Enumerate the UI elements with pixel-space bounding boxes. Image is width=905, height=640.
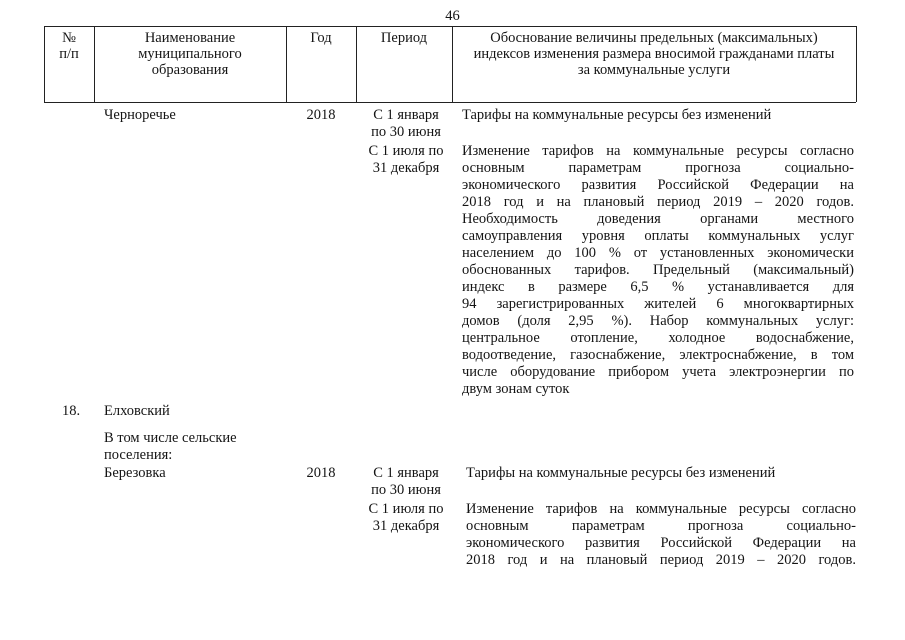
header-period: Период (380, 30, 428, 46)
row-name-berezovka: Березовка (104, 465, 166, 481)
row-basis2-berezovka: Изменение тарифов на коммунальные ресурсы согласно основным параметрам прогноза социально- экономического развития Российской Федерации на 2018 год и на плановый период 2019 – 2020 годов. (466, 501, 856, 568)
row-basis1-chernorechye: Тарифы на коммунальные ресурсы без изменений (462, 107, 772, 123)
row-basis1-berezovka: Тарифы на коммунальные ресурсы без изменений (466, 465, 776, 481)
row-name-chernorechye: Черноречье (104, 107, 176, 123)
row-period1-chernorechye: С 1 января по 30 июня (371, 107, 441, 140)
header-year: Год (310, 30, 332, 46)
row-period2-berezovka: С 1 июля по 31 декабря (368, 501, 444, 534)
row-period2-chernorechye: С 1 июля по 31 декабря (368, 143, 444, 176)
row-name-elkhovsky: Елховский (104, 403, 170, 419)
row-basis2-chernorechye: Изменение тарифов на коммунальные ресурсы согласно основным параметрам прогноза социально- экономического развития Российской Федерации на 2018 год и на плановый период 2019 – 2020 годов. Необходимость доведения органами местного самоуправления уровня оплаты коммунальных услуг населением до 100 % от установленных экономически обоснованных тарифов. Предельный (максимальный) индекс в размере 6,5 % устанавливается для 94 зарегистрированных жителей 6 многоквартирных домов (доля 2,95 %). Набор коммунальных услуг: центральное отопление, холодное водоснабжение, водоотведение, газоснабжение, электроснабжение, в том числе оборудование прибором учета электроэнергии по двум зонам суток (462, 143, 854, 397)
row-period1-berezovka: С 1 января по 30 июня (371, 465, 441, 498)
row-year-berezovka: 2018 (306, 465, 336, 481)
row-year-chernorechye: 2018 (306, 107, 336, 123)
table-border (856, 26, 857, 102)
page-number: 46 (445, 8, 460, 24)
header-name: Наименование муниципального образования (138, 30, 242, 78)
rural-settlements-note: В том числе сельские поселения: (104, 430, 237, 463)
header-num: № п/п (59, 30, 79, 62)
header-basis: Обоснование величины предельных (максимальных) индексов изменения размера вносимой гражданами платы за коммунальные услуги (473, 30, 835, 78)
row-num-elkhovsky: 18. (62, 403, 81, 419)
